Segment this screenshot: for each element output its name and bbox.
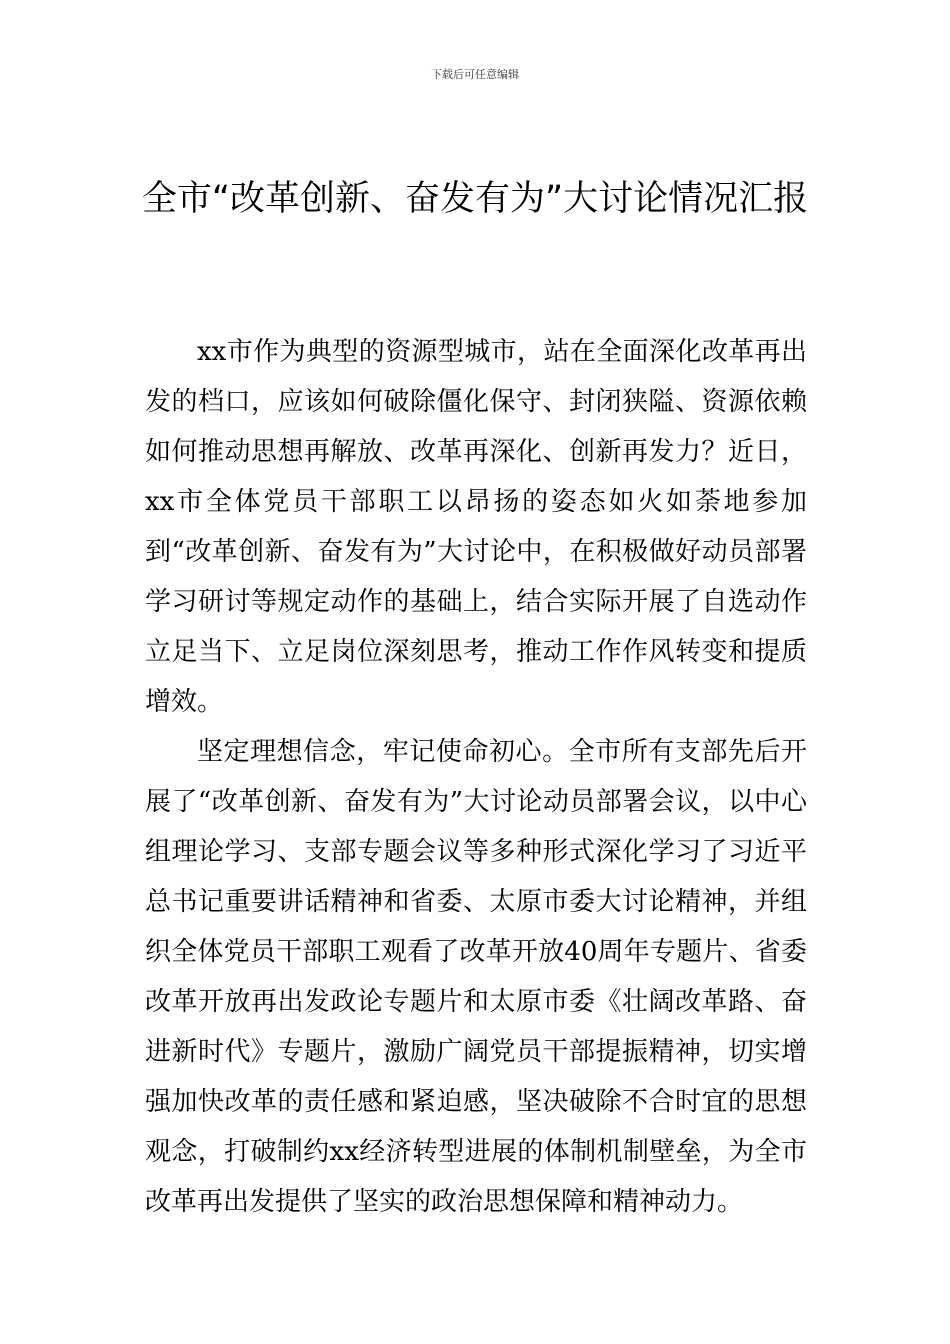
document-body <box>145 327 807 1227</box>
paragraph-ideals: 坚定理想信念，牢记使命初心。全市所有支部先后开展了“改革创新、奋发有为”大讨论动员部署会议，以中心组理论学习、支部专题会议等多种形式深化学习了习近平总书记重要讲话精神和省委、太原市委大讨论精神，并组织全体党员干部职工观看了改革开放40周年专题片、省委改革开放再出发政论专题片和太原市委《壮阔改革路、奋进新时代》专题片，激励广阔党员干部提振精神，切实增强加快改革的责任感和紧迫感，坚决破除不合时宜的思想观念，打破制约xx经济转型进展的体制机制壁垒，为全市改革再出发提供了坚实的政治思想保障和精神动力。 <box>145 737 807 1217</box>
paragraph-intro: xx市作为典型的资源型城市，站在全面深化改革再出发的档口，应该如何破除僵化保守、封闭狭隘、资源依赖如何推动思想再解放、改革再深化、创新再发力？近日，xx市全体党员干部职工以昂扬的姿态如火如荼地参加到“改革创新、奋发有为”大讨论中，在积极做好动员部署学习研讨等规定动作的基础上，结合实际开展了自选动作立足当下、立足岗位深刻思考，推动工作作风转变和提质增效。 <box>145 337 807 717</box>
document-title: 全市“改革创新、奋发有为”大讨论情况汇报 <box>141 179 809 219</box>
header-note: 下载后可任意编辑 <box>431 68 519 81</box>
